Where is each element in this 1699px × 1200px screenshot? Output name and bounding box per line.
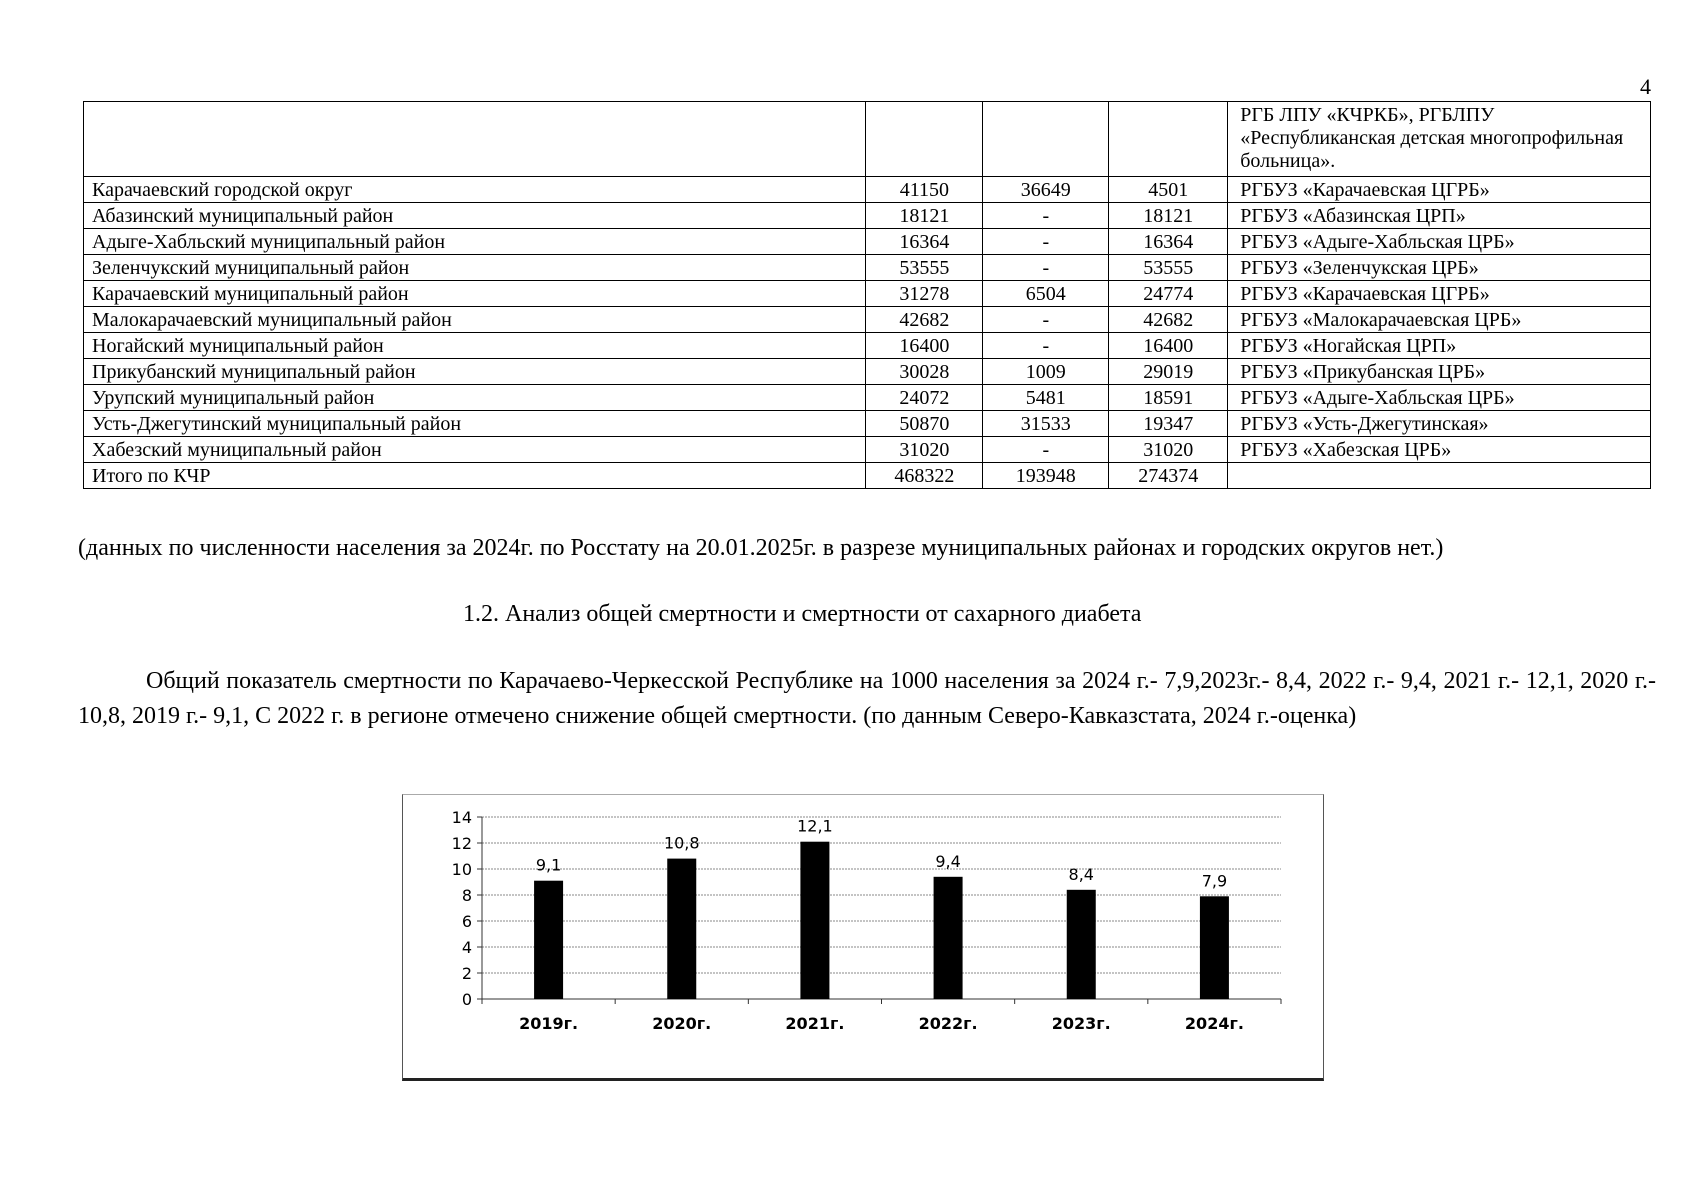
table-row [84, 177, 1651, 203]
header-cell [1109, 102, 1228, 177]
mortality-chart-svg [403, 795, 1323, 1078]
district-name-cell: Карачаевский муниципальный район [84, 281, 866, 307]
table-row [84, 203, 1651, 229]
total-population-cell: 42682 [866, 307, 983, 333]
total-population-cell: 16364 [866, 229, 983, 255]
bar [1067, 890, 1096, 999]
rural-population-cell: 16400 [1109, 333, 1228, 359]
institution-cell: РГБУЗ «Адыге-Хабльская ЦРБ» [1228, 229, 1651, 255]
y-tick-label: 8 [461, 886, 472, 905]
rural-population-cell: 274374 [1109, 463, 1228, 489]
data-label: 8,4 [1068, 864, 1094, 884]
x-tick-label: 2021г. [785, 1014, 845, 1033]
district-name-cell: Прикубанский муниципальный район [84, 359, 866, 385]
total-population-cell: 50870 [866, 411, 983, 437]
mortality-paragraph: Общий показатель смертности по Карачаево-Черкесской Республике на 1000 населения за 2024 г.- 7,9,2023г.- 8,4, 2022 г.- 9,4, 2021 г.- 12,1, 2020 г.- 10,8, 2019 г.- 9,1, С 2022 г. в регионе отмечено снижение общей смертности. (по данным Северо-Кавказстата, 2024 г.-оценка) [78, 668, 1656, 729]
y-tick-label: 4 [461, 938, 472, 957]
urban-population-cell: - [983, 203, 1109, 229]
table-row [84, 281, 1651, 307]
header-cell [983, 102, 1109, 177]
institution-cell: РГБУЗ «Малокарачаевская ЦРБ» [1228, 307, 1651, 333]
rural-population-cell: 24774 [1109, 281, 1228, 307]
rural-population-cell: 53555 [1109, 255, 1228, 281]
y-tick-label: 0 [461, 990, 472, 1009]
institution-cell: РГБУЗ «Карачаевская ЦГРБ» [1228, 177, 1651, 203]
data-label: 10,8 [663, 833, 700, 853]
rural-population-cell: 18591 [1109, 385, 1228, 411]
institution-cell: РГБУЗ «Ногайская ЦРП» [1228, 333, 1651, 359]
district-name-cell: Ногайский муниципальный район [84, 333, 866, 359]
district-name-cell: Зеленчукский муниципальный район [84, 255, 866, 281]
institution-cell: РГБУЗ «Зеленчукская ЦРБ» [1228, 255, 1651, 281]
x-tick-label: 2023г. [1051, 1014, 1111, 1033]
mortality-chart [402, 794, 1324, 1081]
rural-population-cell: 31020 [1109, 437, 1228, 463]
urban-population-cell: - [983, 437, 1109, 463]
rural-population-cell: 18121 [1109, 203, 1228, 229]
district-name-cell: Урупский муниципальный район [84, 385, 866, 411]
data-label: 12,1 [797, 816, 833, 836]
header-institution-cell: РГБ ЛПУ «КЧРКБ», РГБЛПУ «Республиканская детская многопрофильная больница». [1228, 102, 1651, 177]
table-row [84, 255, 1651, 281]
x-tick-label: 2022г. [918, 1014, 978, 1033]
institution-cell: РГБУЗ «Усть-Джегутинская» [1228, 411, 1651, 437]
table-row [84, 229, 1651, 255]
urban-population-cell: 36649 [983, 177, 1109, 203]
rural-population-cell: 4501 [1109, 177, 1228, 203]
table-row [84, 359, 1651, 385]
y-tick-label: 6 [461, 912, 472, 931]
section-title: 1.2. Анализ общей смертности и смертности от сахарного диабета [463, 601, 1142, 627]
rural-population-cell: 29019 [1109, 359, 1228, 385]
table-row [84, 307, 1651, 333]
urban-population-cell: 1009 [983, 359, 1109, 385]
y-tick-label: 14 [451, 808, 472, 827]
header-cell [866, 102, 983, 177]
institution-cell: РГБУЗ «Хабезская ЦРБ» [1228, 437, 1651, 463]
bar [800, 842, 829, 999]
urban-population-cell: 5481 [983, 385, 1109, 411]
y-tick-label: 12 [451, 834, 472, 853]
rural-population-cell: 16364 [1109, 229, 1228, 255]
urban-population-cell: - [983, 255, 1109, 281]
header-cell [84, 102, 866, 177]
institution-cell: РГБУЗ «Карачаевская ЦГРБ» [1228, 281, 1651, 307]
page-number: 4 [1640, 74, 1651, 99]
urban-population-cell: - [983, 229, 1109, 255]
urban-population-cell: - [983, 333, 1109, 359]
bar [534, 881, 563, 999]
table-row [84, 333, 1651, 359]
district-name-cell: Итого по КЧР [84, 463, 866, 489]
total-population-cell: 31278 [866, 281, 983, 307]
rural-population-cell: 19347 [1109, 411, 1228, 437]
institution-cell: РГБУЗ «Абазинская ЦРП» [1228, 203, 1651, 229]
district-name-cell: Малокарачаевский муниципальный район [84, 307, 866, 333]
bar [934, 877, 963, 999]
bar [667, 859, 696, 999]
total-population-cell: 24072 [866, 385, 983, 411]
y-tick-label: 10 [451, 860, 472, 879]
district-name-cell: Адыге-Хабльский муниципальный район [84, 229, 866, 255]
institution-cell: РГБУЗ «Прикубанская ЦРБ» [1228, 359, 1651, 385]
rural-population-cell: 42682 [1109, 307, 1228, 333]
population-table [83, 101, 1651, 489]
data-label: 9,1 [535, 855, 562, 875]
table-row [84, 411, 1651, 437]
x-tick-label: 2024г. [1184, 1014, 1244, 1033]
table-row [84, 463, 1651, 489]
bar [1200, 896, 1229, 999]
x-tick-label: 2019г. [519, 1014, 579, 1033]
district-name-cell: Хабезский муниципальный район [84, 437, 866, 463]
district-name-cell: Абазинский муниципальный район [84, 203, 866, 229]
total-population-cell: 41150 [866, 177, 983, 203]
total-population-cell: 30028 [866, 359, 983, 385]
total-population-cell: 53555 [866, 255, 983, 281]
district-name-cell: Усть-Джегутинский муниципальный район [84, 411, 866, 437]
table-row [84, 385, 1651, 411]
urban-population-cell: - [983, 307, 1109, 333]
data-label: 9,4 [935, 851, 961, 871]
total-population-cell: 16400 [866, 333, 983, 359]
population-note: (данных по численности населения за 2024г. по Росстату на 20.01.2025г. в разрезе муниципальных районах и городских округов нет.) [78, 535, 1444, 561]
urban-population-cell: 6504 [983, 281, 1109, 307]
x-tick-label: 2020г. [652, 1014, 712, 1033]
urban-population-cell: 193948 [983, 463, 1109, 489]
total-population-cell: 18121 [866, 203, 983, 229]
district-name-cell: Карачаевский городской округ [84, 177, 866, 203]
institution-cell: РГБУЗ «Адыге-Хабльская ЦРБ» [1228, 385, 1651, 411]
y-tick-label: 2 [461, 964, 472, 983]
institution-cell [1228, 463, 1651, 489]
table-row [84, 437, 1651, 463]
data-label: 7,9 [1201, 871, 1228, 891]
urban-population-cell: 31533 [983, 411, 1109, 437]
total-population-cell: 468322 [866, 463, 983, 489]
total-population-cell: 31020 [866, 437, 983, 463]
table-header-row [84, 102, 1651, 177]
